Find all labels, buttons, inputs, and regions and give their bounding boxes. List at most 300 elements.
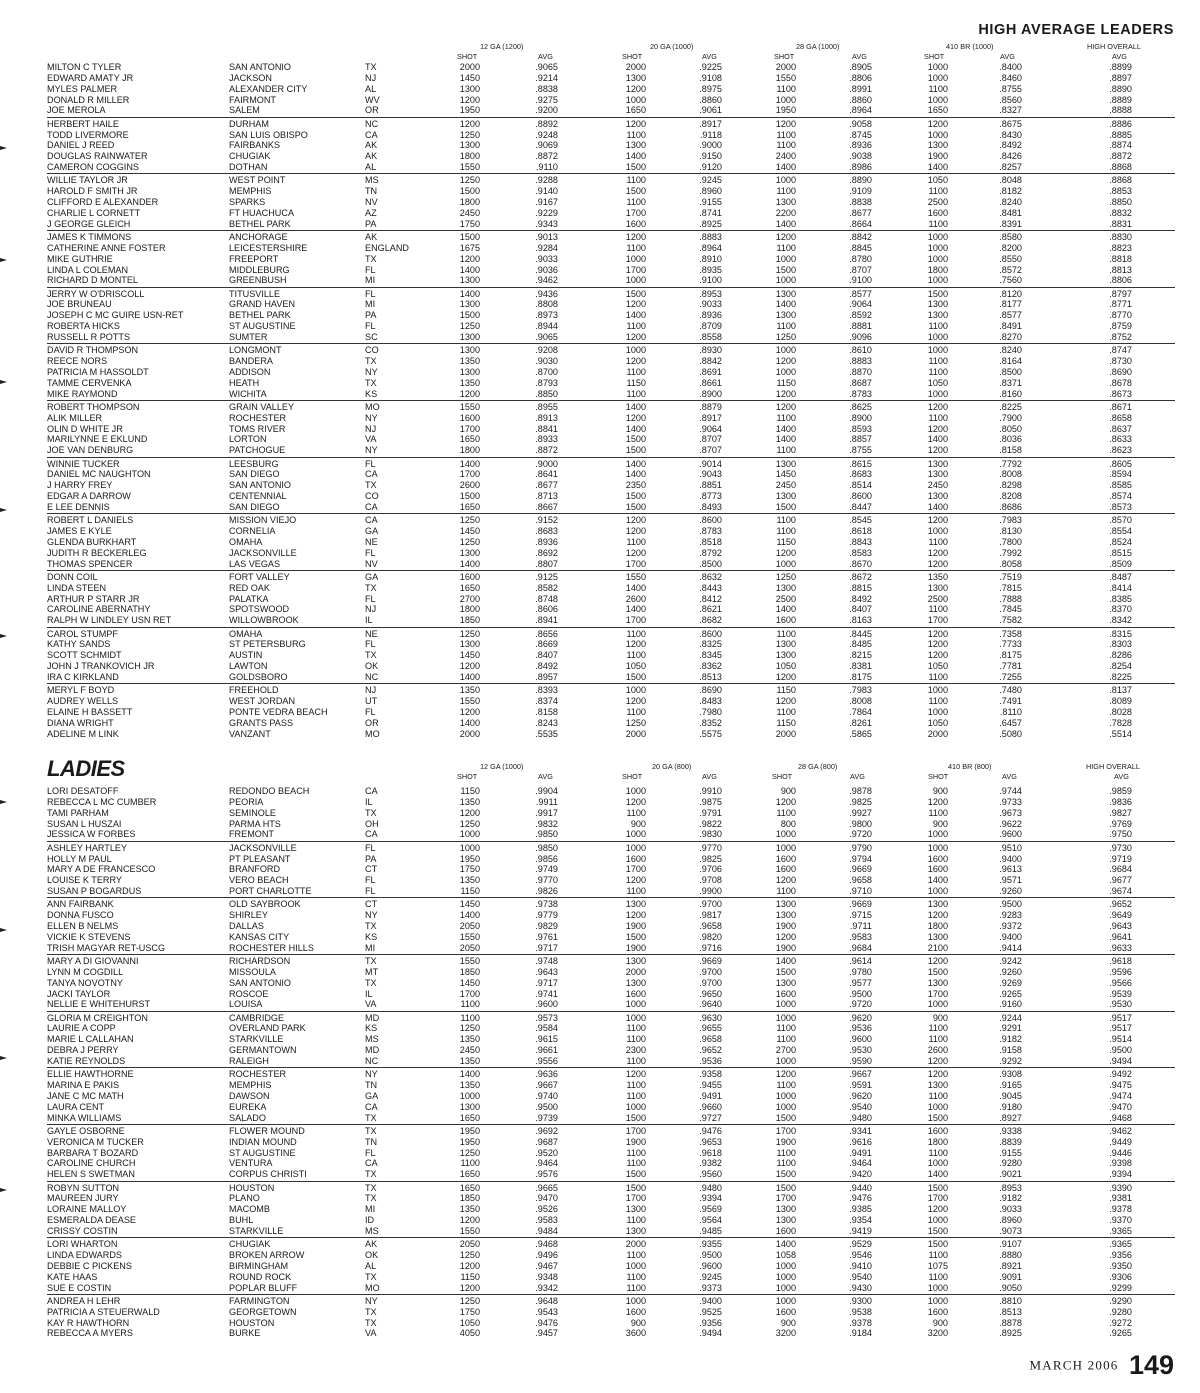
shot-12ga: 1400 — [459, 264, 480, 275]
high-overall-avg: .9280 — [1109, 1306, 1132, 1317]
state: NY — [365, 910, 378, 921]
shot-28ga: 1300 — [775, 1215, 796, 1226]
avg-28ga: .9464 — [849, 1158, 872, 1169]
shot-410br: 1100 — [928, 536, 948, 547]
avg-12ga: .8838 — [535, 83, 558, 94]
state: FL — [365, 547, 376, 558]
shot-12ga: 1750 — [459, 1306, 480, 1317]
athlete-name: MERYL F BOYD — [47, 685, 115, 696]
shot-20ga: 1600 — [625, 1306, 646, 1317]
shot-12ga: 1550 — [459, 955, 480, 966]
state: MT — [365, 966, 379, 977]
table-row — [0, 151, 1200, 162]
avg-12ga: .8955 — [535, 401, 558, 412]
avg-20ga: .8900 — [699, 388, 722, 399]
shot-410br: 1650 — [927, 105, 948, 116]
city: TITUSVILLE — [229, 288, 281, 299]
table-row — [0, 1261, 1200, 1272]
table-row — [0, 1091, 1200, 1102]
shot-12ga: 1200 — [459, 807, 480, 818]
city: LOUISA — [229, 999, 263, 1010]
athlete-name: MIKE GUTHRIE — [47, 253, 113, 264]
avg-410br: .7900 — [999, 412, 1022, 423]
avg-20ga: .8352 — [699, 717, 722, 728]
shot-12ga: 1100 — [460, 1012, 480, 1023]
city: HOUSTON — [229, 1182, 275, 1193]
avg-20ga: .7980 — [699, 706, 722, 717]
group-divider — [47, 343, 1175, 344]
avg-20ga: .8960 — [699, 186, 722, 197]
avg-20ga: .9485 — [699, 1225, 722, 1236]
high-overall-avg: .8570 — [1109, 515, 1132, 526]
table-row — [0, 819, 1200, 830]
high-overall-avg: .9514 — [1109, 1034, 1132, 1045]
high-overall-avg: .8414 — [1109, 582, 1132, 593]
high-overall-avg: .8813 — [1109, 264, 1132, 275]
shot-28ga: 2500 — [775, 593, 796, 604]
avg-28ga: .8610 — [849, 345, 872, 356]
shot-20ga: 1100 — [626, 175, 646, 186]
avg-12ga: .8808 — [535, 299, 558, 310]
avg-28ga: .9540 — [849, 1271, 872, 1282]
shot-410br: 1400 — [927, 1169, 948, 1180]
state: ID — [365, 1215, 375, 1226]
shot-410br: 1200 — [927, 1069, 948, 1080]
avg-28ga: .8215 — [849, 650, 872, 661]
avg-12ga: .9140 — [535, 186, 558, 197]
avg-410br: .8481 — [999, 207, 1022, 218]
avg-12ga: .9069 — [535, 140, 558, 151]
avg-12ga: .9761 — [535, 931, 558, 942]
shot-20ga: 1200 — [625, 696, 646, 706]
athlete-name: CAROLINE ABERNATHY — [47, 604, 151, 615]
men-shot-header: SHOT — [924, 52, 945, 61]
avg-20ga: .9356 — [699, 1317, 722, 1328]
state: AK — [365, 151, 378, 162]
state: OR — [365, 105, 379, 116]
avg-410br: .9269 — [999, 977, 1022, 988]
avg-410br: .7519 — [999, 571, 1022, 582]
avg-410br: .5080 — [999, 728, 1022, 739]
avg-20ga: .8707 — [699, 445, 722, 456]
avg-20ga: .9900 — [699, 886, 722, 897]
high-overall-avg: .8759 — [1109, 321, 1132, 332]
shot-12ga: 1400 — [459, 717, 480, 728]
shot-20ga: 1500 — [625, 671, 646, 682]
athlete-name: TAMME CERVENKA — [47, 377, 132, 388]
men-410br-header: 410 BR (1000) — [946, 42, 994, 51]
high-overall-avg: .8254 — [1109, 661, 1132, 672]
shot-28ga: 1400 — [775, 162, 796, 173]
avg-410br: .9033 — [999, 1204, 1022, 1215]
shot-20ga: 2000 — [625, 1239, 646, 1250]
table-row — [0, 1193, 1200, 1204]
athlete-name: DONN COIL — [47, 571, 98, 582]
table-row — [0, 1056, 1200, 1067]
shot-28ga: 1100 — [776, 526, 796, 537]
avg-410br: .9182 — [999, 1034, 1022, 1045]
city: MISSOULA — [229, 966, 276, 977]
shot-12ga: 4050 — [459, 1328, 480, 1339]
shot-28ga: 1000 — [775, 829, 796, 840]
shot-410br: 1050 — [927, 175, 948, 186]
avg-20ga: .8621 — [699, 604, 722, 615]
table-row — [0, 1137, 1200, 1148]
city: PLANO — [229, 1193, 260, 1204]
city: GRAIN VALLEY — [229, 401, 295, 412]
athlete-name: MINKA WILLIAMS — [47, 1112, 122, 1123]
shot-20ga: 1000 — [625, 345, 646, 356]
avg-410br: .9292 — [999, 1056, 1022, 1066]
shot-28ga: 1100 — [776, 886, 796, 897]
table-row — [0, 310, 1200, 321]
state: FL — [365, 886, 376, 897]
shot-12ga: 1050 — [459, 1317, 480, 1328]
athlete-name: KATIE REYNOLDS — [47, 1056, 126, 1066]
avg-410br: .8164 — [999, 356, 1022, 367]
shot-12ga: 1200 — [459, 661, 480, 672]
avg-410br: .8953 — [999, 1182, 1022, 1193]
shot-12ga: 1200 — [459, 1260, 480, 1271]
avg-20ga: .9245 — [699, 1271, 722, 1282]
shot-410br: 1075 — [927, 1260, 948, 1271]
shot-28ga: 1200 — [775, 118, 796, 129]
avg-410br: .9372 — [999, 921, 1022, 931]
city: SPARKS — [229, 197, 266, 207]
avg-410br: .9242 — [999, 955, 1022, 966]
athlete-name: LORAINE MALLOY — [47, 1204, 127, 1215]
table-row — [0, 572, 1200, 583]
city: SHIRLEY — [229, 910, 268, 921]
shot-20ga: 1100 — [626, 1250, 646, 1261]
avg-28ga: .9530 — [849, 1045, 872, 1056]
shot-12ga: 1400 — [459, 1069, 480, 1080]
shot-12ga: 1700 — [459, 423, 480, 434]
shot-28ga: 1100 — [776, 628, 796, 639]
shot-12ga: 1800 — [459, 445, 480, 456]
shot-28ga: 1100 — [776, 1080, 796, 1091]
state: NY — [365, 1295, 378, 1306]
shot-20ga: 1200 — [625, 231, 646, 242]
table-row — [0, 899, 1200, 910]
avg-410br: .9155 — [999, 1147, 1022, 1158]
avg-28ga: .8964 — [849, 105, 872, 116]
high-overall-avg: .8673 — [1109, 388, 1132, 399]
avg-28ga: .7983 — [849, 685, 872, 696]
high-overall-avg: .8342 — [1109, 615, 1132, 626]
men-avg-header: AVG — [1112, 52, 1127, 61]
avg-20ga: .8632 — [699, 571, 722, 582]
state: OH — [365, 818, 379, 829]
avg-12ga: .9125 — [535, 571, 558, 582]
city: BUHL — [229, 1215, 254, 1226]
shot-28ga: 2400 — [775, 151, 796, 162]
avg-410br: .8927 — [999, 1112, 1022, 1123]
shot-12ga: 1550 — [459, 401, 480, 412]
men-avg-header: AVG — [852, 52, 867, 61]
avg-28ga: .8687 — [849, 377, 872, 388]
avg-410br: .8686 — [999, 501, 1022, 512]
avg-20ga: .8518 — [699, 536, 722, 547]
avg-28ga: .9540 — [849, 1101, 872, 1112]
athlete-name: ELLIE HAWTHORNE — [47, 1069, 134, 1080]
high-overall-avg: .8868 — [1109, 162, 1132, 173]
state: TX — [365, 253, 377, 264]
table-row — [0, 1113, 1200, 1124]
city: ST PETERSBURG — [229, 639, 306, 650]
shot-410br: 1200 — [927, 558, 948, 569]
avg-410br: .8177 — [999, 299, 1022, 310]
shot-410br: 1200 — [927, 650, 948, 661]
table-row — [0, 321, 1200, 332]
avg-28ga: .8883 — [849, 356, 872, 367]
shot-12ga: 1450 — [459, 977, 480, 988]
state: CT — [365, 899, 378, 910]
shot-12ga: 2050 — [459, 942, 480, 953]
shot-12ga: 1550 — [459, 931, 480, 942]
avg-28ga: .9583 — [849, 931, 872, 942]
city: POPLAR BLUFF — [229, 1282, 298, 1293]
city: MACOMB — [229, 1204, 270, 1215]
shot-28ga: 1200 — [775, 671, 796, 682]
shot-28ga: 1300 — [775, 639, 796, 650]
shot-28ga: 1100 — [776, 186, 796, 197]
shot-20ga: 1400 — [625, 423, 646, 434]
group-divider — [47, 1011, 1175, 1012]
avg-12ga: .9167 — [535, 197, 558, 207]
shot-410br: 2500 — [927, 593, 948, 604]
table-row — [0, 604, 1200, 615]
high-overall-avg: .9398 — [1109, 1158, 1132, 1169]
table-row — [0, 1307, 1200, 1318]
shot-20ga: 1000 — [625, 1012, 646, 1023]
state: FL — [365, 1147, 376, 1158]
shot-410br: 900 — [932, 818, 948, 829]
high-overall-avg: .9859 — [1109, 786, 1132, 796]
shot-28ga: 1150 — [776, 685, 796, 696]
athlete-name: WINNIE TUCKER — [47, 458, 120, 469]
group-divider — [47, 897, 1175, 898]
high-overall-avg: .9475 — [1109, 1080, 1132, 1091]
city: MIDDLEBURG — [229, 264, 290, 275]
shot-28ga: 1200 — [775, 796, 796, 807]
avg-20ga: .9064 — [699, 423, 722, 434]
shot-12ga: 1350 — [459, 356, 480, 367]
avg-28ga: .9790 — [849, 842, 872, 853]
shot-28ga: 1500 — [775, 264, 796, 275]
avg-28ga: .9710 — [849, 886, 872, 897]
shot-20ga: 1700 — [625, 207, 646, 218]
shot-12ga: 1250 — [459, 321, 480, 332]
avg-28ga: .8583 — [849, 547, 872, 558]
state: GA — [365, 571, 379, 582]
shot-20ga: 1700 — [625, 615, 646, 626]
avg-410br: .8240 — [999, 197, 1022, 207]
avg-20ga: .9660 — [699, 1101, 722, 1112]
city: LEICESTERSHIRE — [229, 242, 308, 253]
avg-28ga: .9529 — [849, 1239, 872, 1250]
avg-20ga: .9820 — [699, 931, 722, 942]
avg-410br: .9280 — [999, 1158, 1022, 1169]
men-28ga-header: 28 GA (1000) — [796, 42, 840, 51]
table-row — [0, 548, 1200, 559]
city: MEMPHIS — [229, 1080, 272, 1091]
shot-410br: 1200 — [927, 445, 948, 456]
state: TX — [365, 62, 377, 72]
city: SAN DIEGO — [229, 469, 280, 480]
avg-28ga: .8445 — [849, 628, 872, 639]
city: HEATH — [229, 377, 260, 388]
avg-12ga: .8944 — [535, 321, 558, 332]
state: NJ — [365, 685, 377, 696]
city: DOTHAN — [229, 162, 268, 173]
shot-28ga: 1100 — [776, 242, 796, 253]
shot-28ga: 1400 — [775, 423, 796, 434]
table-row — [0, 932, 1200, 943]
margin-arrow-mark — [0, 1188, 8, 1192]
shot-20ga: 900 — [630, 1317, 646, 1328]
shot-12ga: 1400 — [459, 458, 480, 469]
high-overall-avg: .9769 — [1109, 818, 1132, 829]
group-divider — [47, 683, 1175, 684]
shot-410br: 1300 — [927, 582, 948, 593]
table-row — [0, 1102, 1200, 1113]
athlete-name: DANIEL MC NAUGHTON — [47, 469, 151, 480]
avg-20ga: .9716 — [699, 942, 722, 953]
shot-28ga: 1500 — [775, 1169, 796, 1180]
avg-28ga: .9538 — [849, 1306, 872, 1317]
avg-410br: .8839 — [999, 1136, 1022, 1147]
avg-410br: .8500 — [999, 366, 1022, 377]
shot-28ga: 2450 — [775, 480, 796, 491]
shot-12ga: 1300 — [459, 275, 480, 286]
state: NE — [365, 628, 378, 639]
state: TN — [365, 1136, 378, 1147]
city: FAIRBANKS — [229, 140, 281, 151]
ladies-high-overall-header: HIGH OVERALL — [1086, 762, 1140, 771]
high-overall-avg: .9836 — [1109, 796, 1132, 807]
shot-20ga: 1100 — [626, 1090, 646, 1101]
shot-410br: 1000 — [927, 62, 948, 72]
state: NY — [365, 366, 378, 377]
avg-28ga: .9500 — [849, 988, 872, 999]
shot-20ga: 1400 — [625, 469, 646, 480]
high-overall-avg: .8594 — [1109, 469, 1132, 480]
shot-410br: 1000 — [927, 129, 948, 140]
avg-410br: .7733 — [999, 639, 1022, 650]
shot-12ga: 2600 — [459, 480, 480, 491]
avg-28ga: .8261 — [849, 717, 872, 728]
avg-410br: .8160 — [999, 388, 1022, 399]
athlete-name: GAYLE OSBORNE — [47, 1125, 125, 1136]
table-row — [0, 186, 1200, 197]
shot-20ga: 1700 — [625, 1193, 646, 1204]
high-overall-avg: .9468 — [1109, 1112, 1132, 1123]
shot-28ga: 1300 — [775, 899, 796, 910]
high-overall-avg: .9356 — [1109, 1250, 1132, 1261]
shot-12ga: 1700 — [459, 469, 480, 480]
shot-12ga: 2050 — [459, 921, 480, 931]
avg-12ga: .9911 — [535, 796, 558, 807]
avg-28ga: .9669 — [849, 899, 872, 910]
shot-28ga: 1000 — [775, 1090, 796, 1101]
avg-410br: .8257 — [999, 162, 1022, 173]
shot-28ga: 1300 — [775, 977, 796, 988]
shot-12ga: 1675 — [459, 242, 480, 253]
shot-28ga: 1000 — [775, 1260, 796, 1271]
shot-410br: 1700 — [927, 988, 948, 999]
athlete-name: DONNA FUSCO — [47, 910, 114, 921]
athlete-name: RALPH W LINDLEY USN RET — [47, 615, 172, 626]
high-overall-avg: .9517 — [1109, 1023, 1132, 1034]
high-overall-avg: .8886 — [1109, 118, 1132, 129]
high-overall-avg: .8524 — [1109, 536, 1132, 547]
avg-28ga: .8860 — [849, 94, 872, 105]
avg-28ga: .9476 — [849, 1193, 872, 1204]
state: KS — [365, 388, 378, 399]
state: MI — [365, 1204, 376, 1215]
avg-20ga: .9382 — [699, 1158, 722, 1169]
high-overall-avg: .8585 — [1109, 480, 1132, 491]
city: GRAND HAVEN — [229, 299, 296, 310]
avg-28ga: .5865 — [849, 728, 872, 739]
shot-28ga: 1900 — [775, 1136, 796, 1147]
shot-28ga: 1150 — [776, 717, 796, 728]
state: TX — [365, 1193, 377, 1204]
shot-410br: 1000 — [927, 1101, 948, 1112]
avg-28ga: .9038 — [849, 151, 872, 162]
city: CHUGIAK — [229, 151, 271, 162]
city: GOLDSBORO — [229, 671, 288, 682]
state: VA — [365, 999, 377, 1010]
high-overall-avg: .8850 — [1109, 197, 1132, 207]
shot-20ga: 1300 — [625, 977, 646, 988]
shot-20ga: 1000 — [625, 786, 646, 796]
avg-12ga: .9717 — [535, 977, 558, 988]
avg-12ga: .8713 — [535, 491, 558, 502]
athlete-name: DANIEL J REED — [47, 140, 115, 151]
avg-410br: .7560 — [999, 275, 1022, 286]
shot-20ga: 1100 — [626, 366, 646, 377]
shot-12ga: 1950 — [459, 105, 480, 116]
ladies-column-header — [0, 762, 1200, 784]
high-overall-avg: .9272 — [1109, 1317, 1132, 1328]
avg-28ga: .8783 — [849, 388, 872, 399]
shot-410br: 1500 — [927, 1182, 948, 1193]
shot-12ga: 1200 — [459, 706, 480, 717]
state: IL — [365, 988, 373, 999]
shot-20ga: 1500 — [625, 162, 646, 173]
shot-28ga: 1000 — [775, 345, 796, 356]
shot-12ga: 1150 — [460, 786, 480, 796]
avg-410br: .9571 — [999, 875, 1022, 886]
state: AL — [365, 162, 377, 173]
city: PONTE VEDRA BEACH — [229, 706, 328, 717]
state: TX — [365, 1112, 377, 1123]
state: NY — [365, 412, 378, 423]
avg-28ga: .8577 — [849, 288, 872, 299]
shot-410br: 1200 — [927, 796, 948, 807]
state: VA — [365, 434, 377, 445]
shot-28ga: 1100 — [776, 445, 796, 456]
shot-28ga: 1100 — [776, 1147, 796, 1158]
avg-28ga: .8625 — [849, 401, 872, 412]
shot-28ga: 1000 — [775, 1056, 796, 1066]
avg-12ga: .9500 — [535, 1101, 558, 1112]
city: RICHARDSON — [229, 955, 291, 966]
shot-20ga: 1000 — [625, 1260, 646, 1271]
table-row — [0, 219, 1200, 230]
